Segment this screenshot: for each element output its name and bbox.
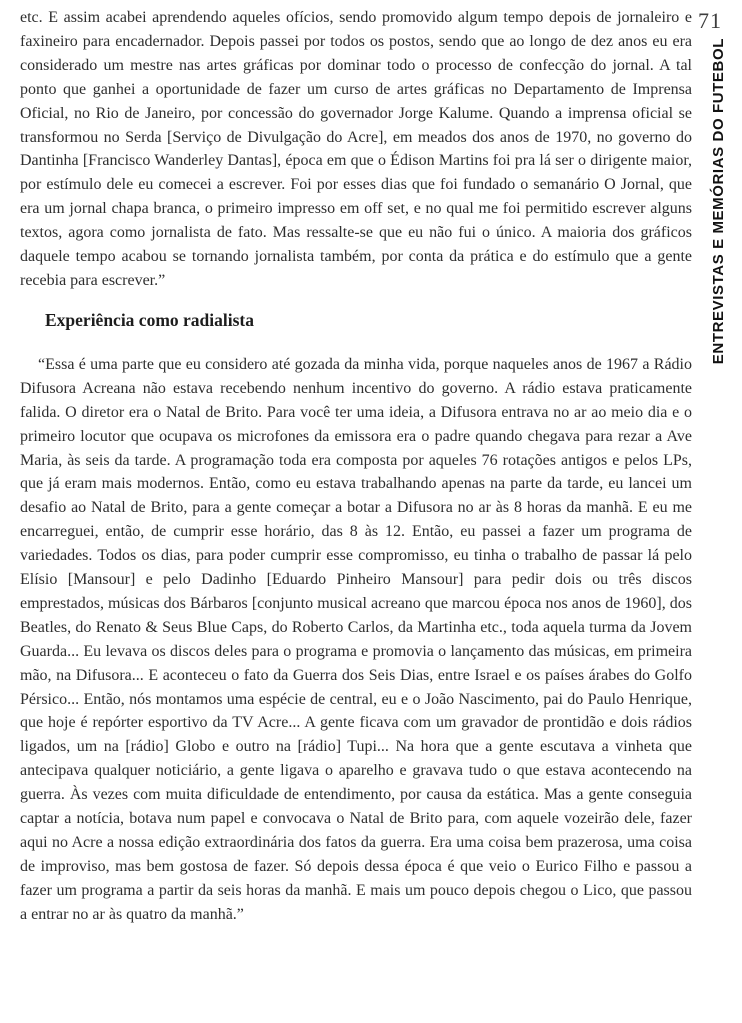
paragraph-interview: “Essa é uma parte que eu considero até gozada da minha vida, porque naqueles anos de 1967 a Rádio Difusora Acreana não estava recebendo nenhum incentivo do governo. A rádio estava praticamente falida. O diretor era o Natal de Brito. Para você ter uma ideia, a Difusora entrava no ar ao meio dia e o primeiro locutor que ocupava os microfones da emissora era o padre quando chegava para rezar a Ave Maria, às seis da tarde. A programação toda era composta por aqueles 76 rotações antigos e pelos LPs, que já eram mais modernos. Então, como eu estava trabalhando apenas na parte da tarde, eu lancei um desafio ao Natal de Brito, para a gente começar a botar a Difusora no ar às 8 horas da manhã. E eu me encarreguei, então, de cumprir esse horário, das 8 às 12. Então, eu passei a fazer um programa de variedades. Todos os dias, para poder cumprir esse compromisso, eu tinha o trabalho de passar lá pelo Elísio [Mansour] e pelo Dadinho [Eduardo Pinheiro Mansour] para pedir dois ou três discos emprestados, músicas dos Bárbaros [conjunto musical acreano que marcou época nos anos de 1960], dos Beatles, do Renato & Seus Blue Caps, do Roberto Carlos, da Martinha etc., toda aquela turma da Jovem Guarda... Eu levava os discos deles para o programa e promovia o lançamento das músicas, em primeira mão, na Difusora... E aconteceu o fato da Guerra dos Seis Dias, entre Israel e os países árabes do Golfo Pérsico... Então, nós montamos uma espécie de central, eu e o João Nascimento, pai do Paulo Henrique, que hoje é repórter esportivo da TV Acre... A gente ficava com um gravador de prontidão e dois rádios ligados, um na [rádio] Globo e outro na [rádio] Tupi... Na hora que a gente escutava a vinheta que antecipava qualquer noticiário, a gente ligava o aparelho e gravava tudo o que estava acontecendo na guerra. Às vezes com muita dificuldade de entendimento, por causa da estática. Mas a gente conseguia captar a notícia, botava num papel e convocava o Natal de Brito para, com aquele vozeirão dele, fazer aqui no Acre a nossa edição extraordinária dos fatos da guerra. Era uma coisa bem prazerosa, uma coisa de improviso, mas bem gostosa de fazer. Só depois dessa época é que veio o Eurico Filho e passou a fazer um programa a partir da seis horas da manhã. E mais um pouco depois chegou o Lico, que passou a entrar no ar às quatro da manhã.” [20,355,692,923]
running-title-vertical: ENTREVISTAS E MEMÓRIAS DO FUTEBOL [710,38,727,365]
paragraph-continuation: etc. E assim acabei aprendendo aqueles ofícios, sendo promovido algum tempo depois de jornaleiro e faxineiro para encadernador. Depois passei por todos os postos, sendo que ao longo de dez anos eu era considerado um mestre nas artes gráficas por dominar todo o processo de confecção do jornal. A tal ponto que ganhei a oportunidade de fazer um curso de artes gráficas no Departamento de Imprensa Oficial, no Rio de Janeiro, por concessão do governador Jorge Kalume. Quando a imprensa oficial se transformou no Serda [Serviço de Divulgação do Acre], em meados dos anos de 1970, no governo do Dantinha [Francisco Wanderley Dantas], época em que o Édison Martins foi pra lá ser o dirigente maior, por estímulo dele eu comecei a escrever. Foi por esses dias que foi fundado o semanário O Jornal, que era um jornal chapa branca, o primeiro impresso em off set, e no qual me foi permitido escrever alguns textos, agora como jornalista de fato. Mas ressalte-se que eu não fui o único. A maioria dos gráficos daquele tempo acabou se tornando jornalista também, por conta da prática e do estímulo que a gente recebia para escrever.” [20,9,692,289]
text-column [20,6,692,927]
page-number: 71 [698,8,722,33]
section-heading: Experiência como radialista [45,309,255,330]
